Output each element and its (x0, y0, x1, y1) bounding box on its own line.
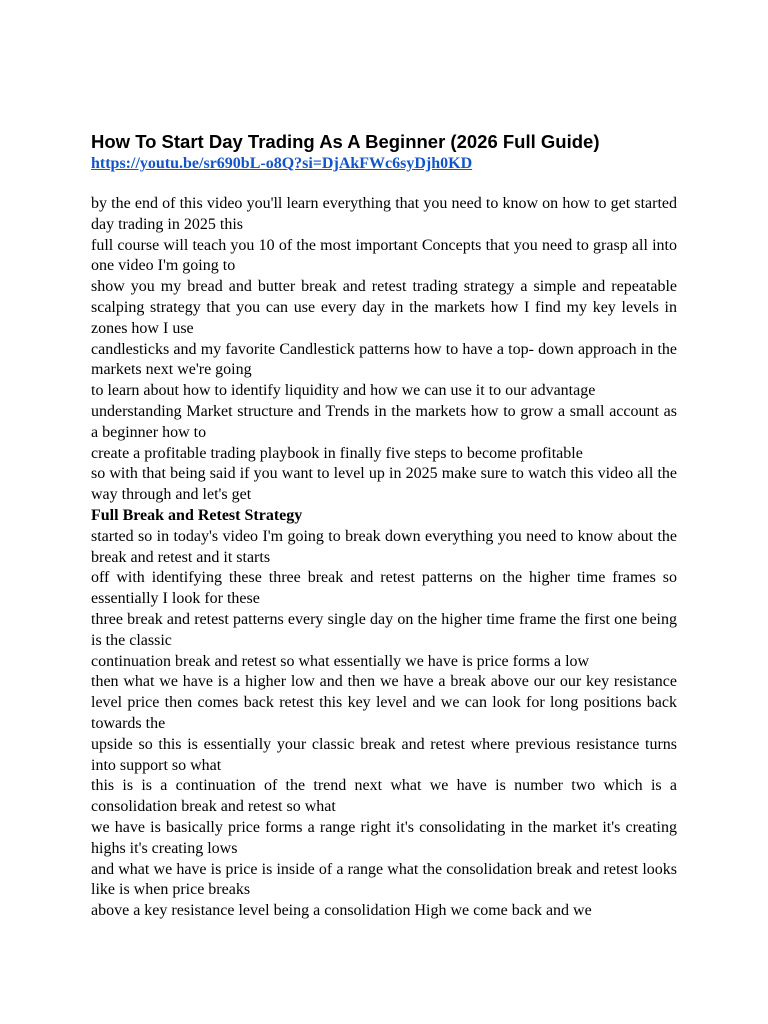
video-link[interactable]: https://youtu.be/sr690bL-o8Q?si=DjAkFWc6syDjh0KD (91, 155, 473, 172)
transcript-paragraph: we have is basically price forms a range right it's consolidating in the market it's creating highs it's creating lows (91, 818, 677, 857)
transcript-paragraph: upside so this is essentially your classic break and retest where previous resistance turns into support so what (91, 735, 677, 774)
transcript-paragraph: then what we have is a higher low and then we have a break above our our key resistance level price then comes back retest this key level and we can look for long positions back towards the (91, 673, 677, 732)
document-page (91, 131, 677, 922)
transcript-paragraph: and what we have is price is inside of a range what the consolidation break and retest looks like is when price breaks (91, 860, 677, 899)
transcript-paragraph: above a key resistance level being a consolidation High we come back and we (91, 902, 592, 920)
transcript-paragraph: understanding Market structure and Trends in the markets how to grow a small account as a beginner how to (91, 402, 677, 441)
transcript-paragraph: candlesticks and my favorite Candlestick patterns how to have a top- down approach in the markets next we're going (91, 340, 677, 379)
intro-section (91, 194, 677, 506)
section-heading: Full Break and Retest Strategy (91, 506, 303, 524)
break-retest-section (91, 527, 677, 922)
blank-line (91, 174, 677, 194)
transcript-paragraph: off with identifying these three break and retest patterns on the higher time frames so essentially I look for these (91, 569, 677, 608)
transcript-paragraph: continuation break and retest so what essentially we have is price forms a low (91, 652, 590, 670)
transcript-paragraph: by the end of this video you'll learn everything that you need to know on how to get started day trading in 2025 this (91, 195, 677, 233)
document-title: How To Start Day Trading As A Beginner (2026 Full Guide) (91, 131, 600, 152)
transcript-paragraph: this is is a continuation of the trend next what we have is number two which is a consolidation break and retest so what (91, 777, 677, 816)
transcript-paragraph: show you my bread and butter break and retest trading strategy a simple and repeatable scalping strategy that you can use every day in the markets how I find my key levels in zones how I use (91, 278, 677, 337)
transcript-paragraph: started so in today's video I'm going to break down everything you need to know about the break and retest and it starts (91, 527, 677, 566)
transcript-paragraph: to learn about how to identify liquidity and how we can use it to our advantage (91, 382, 596, 400)
transcript-paragraph: full course will teach you 10 of the most important Concepts that you need to grasp all into one video I'm going to (91, 236, 677, 275)
transcript-paragraph: create a profitable trading playbook in finally five steps to become profitable (91, 444, 583, 462)
transcript-body (91, 194, 677, 922)
transcript-paragraph: three break and retest patterns every single day on the higher time frame the first one being is the classic (91, 610, 677, 649)
transcript-paragraph: so with that being said if you want to level up in 2025 make sure to watch this video all the way through and let's get (91, 465, 677, 504)
